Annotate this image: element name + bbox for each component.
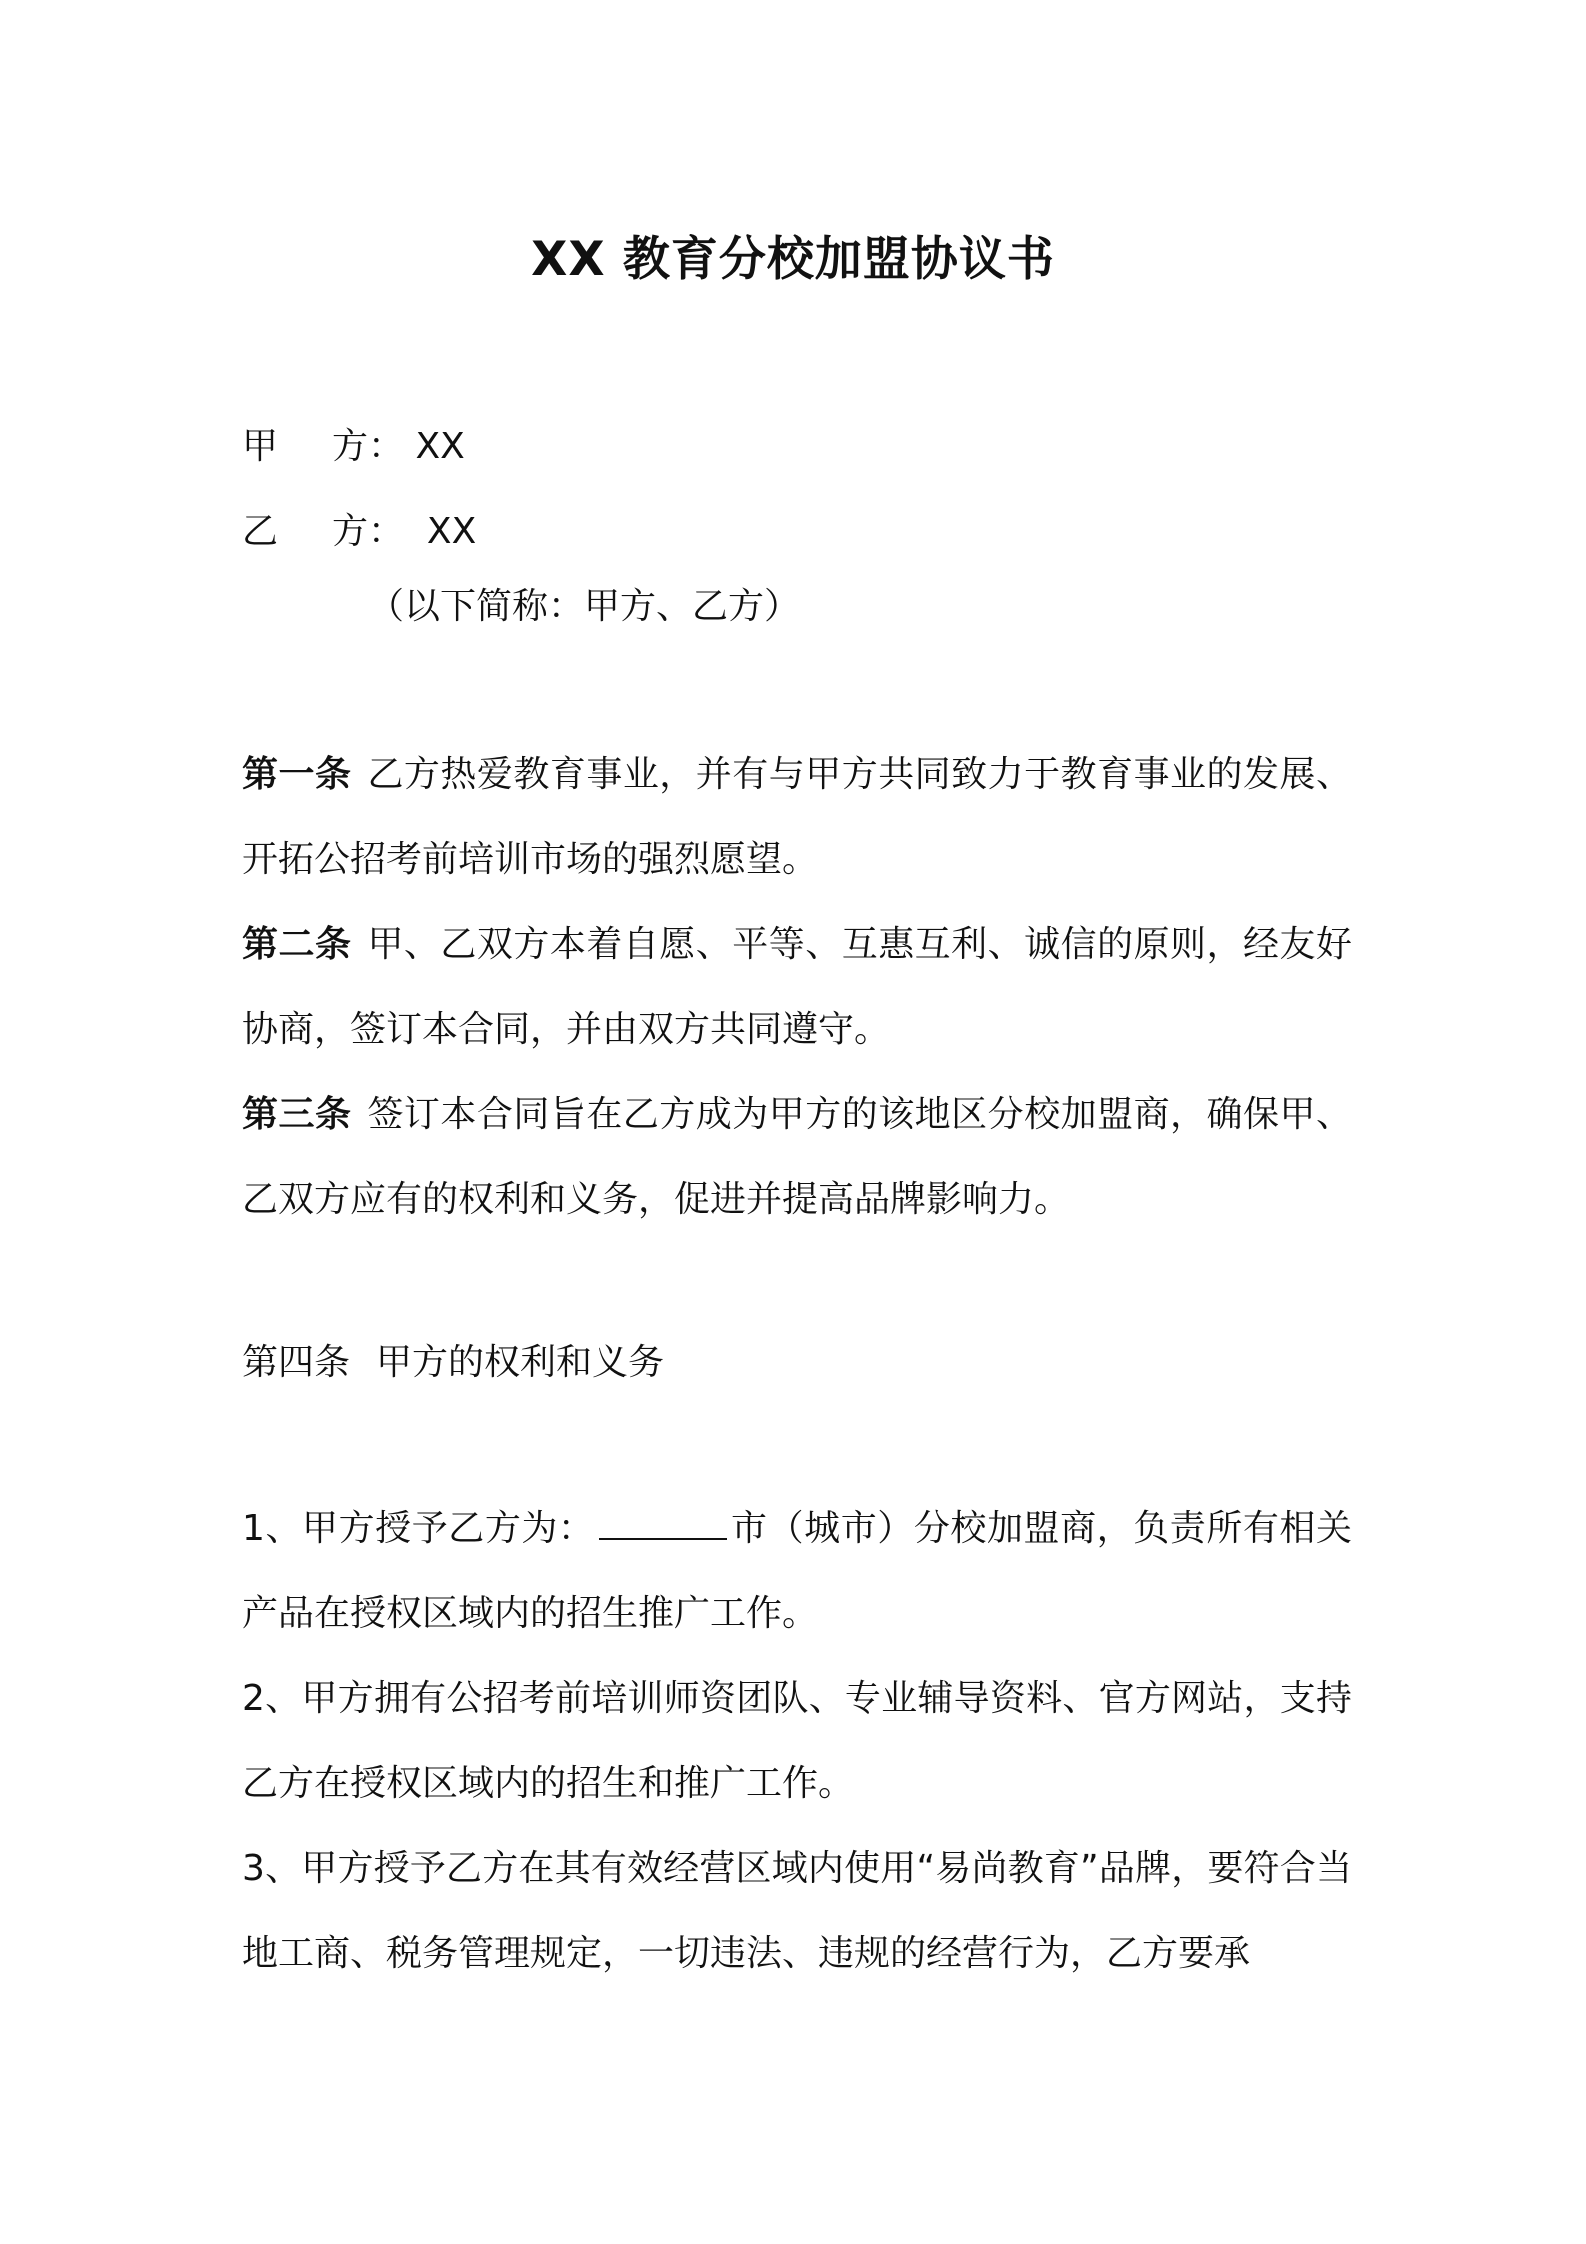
clause-2	[242, 1656, 1352, 1826]
article-1	[242, 732, 1352, 902]
party-b-value: XX	[426, 511, 477, 552]
city-blank-line	[599, 1508, 727, 1540]
article-1-text: 乙方热爱教育事业，并有与甲方共同致力于教育事业的发展、开拓公招考前培训市场的强烈愿望。	[242, 754, 1352, 880]
party-a-label: 甲	[242, 426, 279, 467]
article-2-heading: 第二条	[242, 924, 352, 965]
clause-1-prefix: 1、甲方授予乙方为：	[242, 1508, 595, 1549]
party-a-suffix: 方：	[332, 426, 405, 467]
article-1-heading: 第一条	[242, 754, 352, 795]
party-b-label: 乙	[242, 511, 279, 552]
article-2-text: 甲、乙双方本着自愿、平等、互惠互利、诚信的原则，经友好协商，签订本合同，并由双方共同遵守。	[242, 924, 1352, 1050]
section-4-heading	[242, 1334, 664, 1385]
clause-1-suffix: 市（城市）分校加盟商，负责所有相关产品在授权区域内的招生推广工作。	[242, 1508, 1352, 1634]
article-3-text: 签订本合同旨在乙方成为甲方的该地区分校加盟商，确保甲、乙双方应有的权利和义务，促进并提高品牌影响力。	[242, 1094, 1352, 1220]
clause-2-text: 2、甲方拥有公招考前培训师资团队、专业辅导资料、官方网站，支持乙方在授权区域内的招生和推广工作。	[242, 1678, 1352, 1804]
abbreviation-note: （以下简称：甲方、乙方）	[368, 586, 801, 627]
clause-3-text: 3、甲方授予乙方在其有效经营区域内使用“易尚教育”品牌，要符合当地工商、税务管理规定，一切违法、违规的经营行为，乙方要承	[242, 1848, 1352, 1974]
section-4-number: 第四条	[242, 1342, 351, 1383]
document-title: XX 教育分校加盟协议书	[531, 232, 1055, 287]
clause-3	[242, 1826, 1352, 1996]
article-3-heading: 第三条	[242, 1094, 352, 1135]
party-b-line	[242, 503, 476, 554]
article-2	[242, 902, 1352, 1072]
article-3	[242, 1072, 1352, 1242]
party-a-line	[242, 418, 465, 469]
party-a-value: XX	[415, 426, 465, 467]
section-4-title: 甲方的权利和义务	[376, 1342, 665, 1383]
clause-1	[242, 1486, 1352, 1656]
party-b-suffix: 方：	[332, 511, 405, 552]
